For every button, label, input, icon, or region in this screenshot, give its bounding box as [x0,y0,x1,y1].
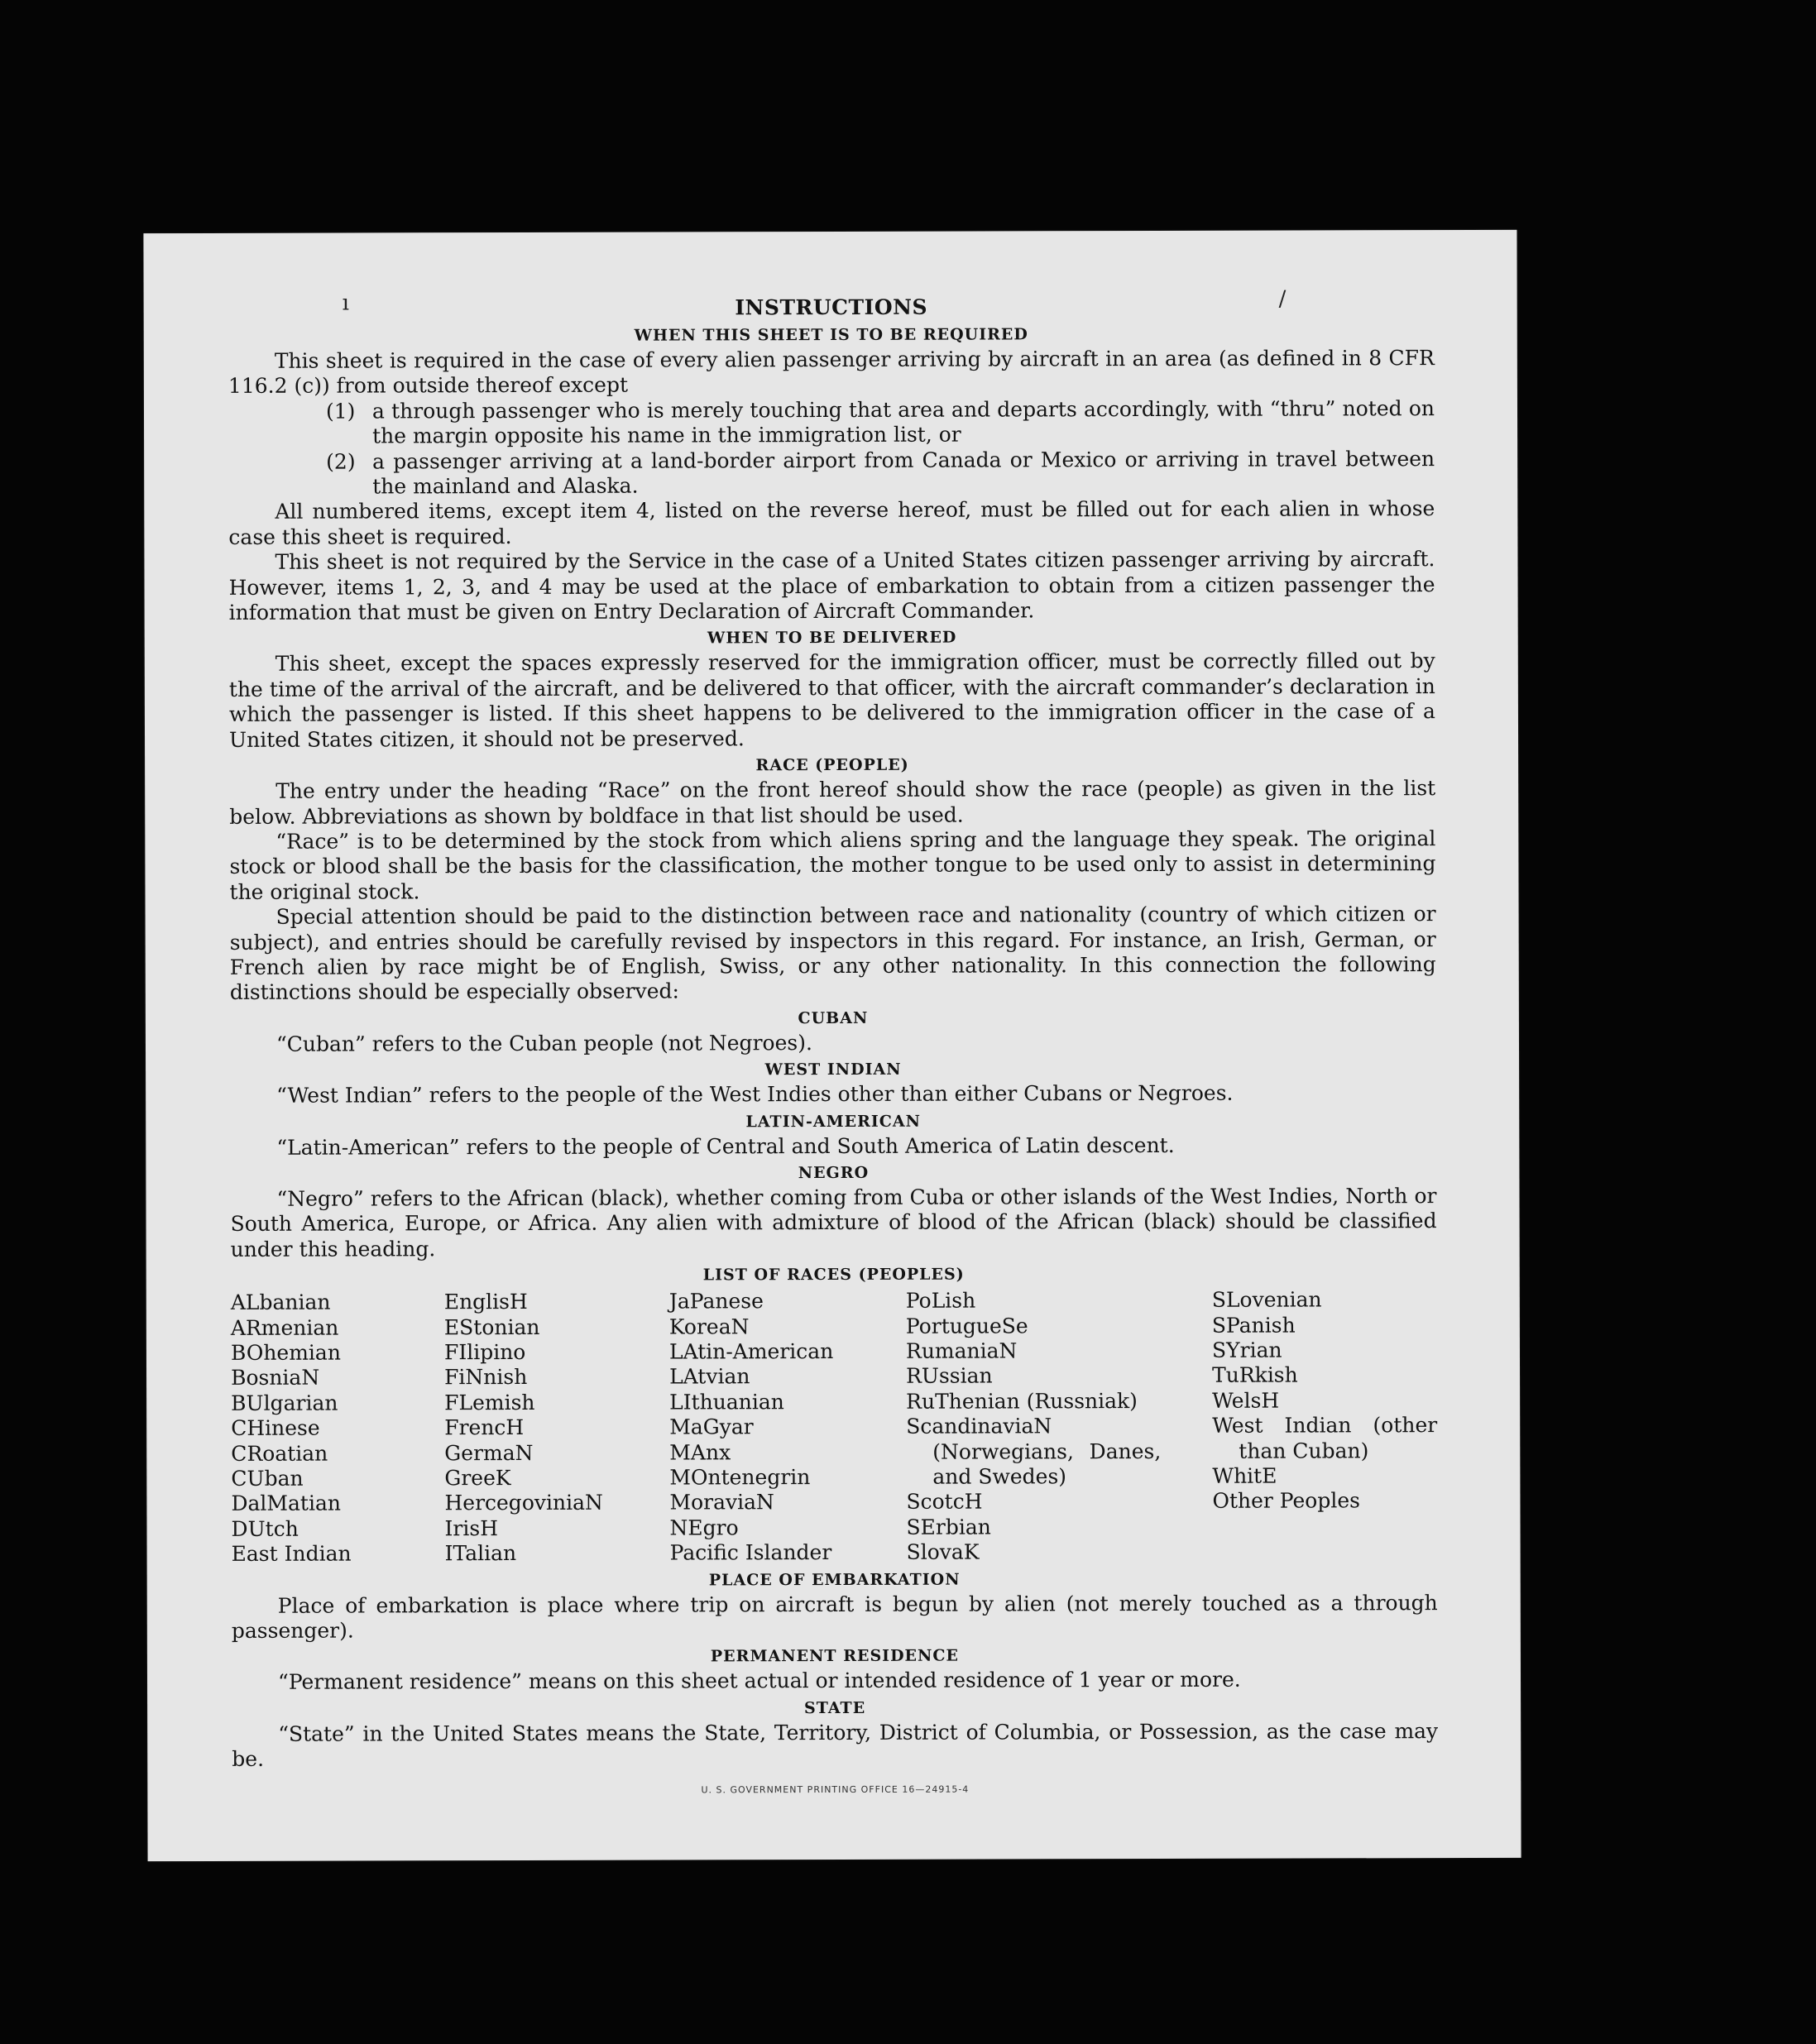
list-item: ScandinaviaN (Norwegians, Danes, and Swedes) [906,1414,1162,1489]
list-item: FIlipino [443,1339,526,1365]
residence-definition: “Permanent residence” means on this sheet actual or intended residence of 1 year or more. [277,1668,1241,1695]
list-item: ARmenian [230,1315,339,1340]
list-item: PortugueSe [905,1313,1028,1338]
latin-american-definition: “Latin-American” refers to the people of Central and South America of Latin descent. [276,1132,1175,1160]
section-heading-cuban: CUBAN [798,1008,869,1027]
section-heading-delivered: WHEN TO BE DELIVERED [707,629,957,648]
delivered-paragraph: This sheet, except the spaces expressly reserved for the immigration officer, must be correctly filled out by the time of the arrival of the aircraft, and be delivered to that officer, with the aircraft commander’s declaration in which the passenger is listed. If this sheet happens to be delivered to the immigration officer in the case of a United States citizen, it should not be preserved. [228,649,1435,752]
cuban-definition: “Cuban” refers to the Cuban people (not Negroes). [276,1030,812,1056]
state-definition: “State” in the United States means the State, Territory, District of Columbia, or Possession, as the case may be. [232,1718,1439,1772]
list-item: RUssian [906,1363,993,1389]
list-item: SlovaK [906,1539,980,1565]
list-item: ALbanian [230,1290,331,1315]
section-heading-latin-american: LATIN-AMERICAN [745,1112,922,1131]
list-item: TuRkish [1212,1362,1298,1388]
list-item: ITalian [444,1541,517,1566]
exception-text: a through passenger who is merely touching that area and departs accordingly, with “thru” noted on the margin opposite his name in the immigration list, or [371,395,1435,448]
race-paragraph-1: The entry under the heading “Race” on the front hereof should show the race (people) as given in the list below. Abbreviations as shown by boldface in that list should be used. [229,776,1436,829]
list-item: Other Peoples [1212,1488,1360,1514]
list-item: RuThenian (Russniak) [906,1388,1138,1414]
list-item: EnglisH [443,1290,528,1314]
page-title: INSTRUCTIONS [735,294,928,320]
list-item: West Indian (other than Cuban) [1212,1413,1438,1463]
list-item: IrisH [444,1515,499,1541]
list-item: WhitE [1212,1463,1277,1488]
races-column-2 [444,1290,670,1567]
list-item: GreeK [444,1466,511,1491]
races-column-5 [1212,1287,1438,1564]
list-item: SErbian [906,1515,991,1539]
list-item: MAnx [669,1439,731,1465]
list-item: FrencH [444,1415,525,1440]
list-item: LAtvian [669,1364,750,1389]
list-item: PoLish [905,1288,976,1313]
exception-number: (2) [326,449,356,474]
list-item: BOhemian [230,1340,341,1365]
list-item: HercegoviniaN [444,1491,603,1515]
negro-definition: “Negro” refers to the African (black), whether coming from Cuba or other islands of the West Indies, North or South America, Europe, or Africa. Any alien with admixture of blood of the African (black) should be classified under this heading. [230,1184,1437,1261]
document-sheet [143,230,1521,1861]
races-column-3 [669,1289,907,1566]
west-indian-definition: “West Indian” refers to the people of the West Indies other than either Cubans or Negroes. [276,1080,1234,1108]
list-item: WelsH [1212,1388,1280,1413]
section-heading-negro: NEGRO [798,1163,870,1183]
list-item: MoraviaN [669,1490,774,1515]
list-item: SPanish [1211,1313,1296,1338]
list-item: RumaniaN [905,1338,1018,1363]
race-paragraph-2: “Race” is to be determined by the stock from which aliens spring and the language they speak. The original stock or blood shall be the basis for the classification, the mother tongue to be used only to assist in determining the original stock. [229,826,1436,904]
list-item: FiNnish [444,1365,528,1390]
section-heading-race: RACE (PEOPLE) [755,755,909,775]
required-paragraph-3: This sheet is not required by the Service in the case of a United States citizen passenger arriving by aircraft. However, items 1, 2, 3, and 4 may be used at the place of embarkation to obtain from a citizen passenger the information that must be given on Entry Declaration of Aircraft Commander. [228,547,1435,625]
list-item: LAtin-American [668,1338,834,1364]
embarkation-definition: Place of embarkation is place where trip on aircraft is begun by alien (not merely touched as a through passenger). [231,1590,1438,1643]
list-item: ScotcH [906,1489,983,1515]
list-item: DalMatian [231,1491,341,1516]
stray-mark-right: / [1278,286,1287,312]
list-item: CHinese [231,1415,320,1441]
instructions-content [228,290,1439,1804]
list-item: BUlgarian [231,1391,338,1415]
section-heading-west-indian: WEST INDIAN [764,1060,902,1079]
list-item: JaPanese [668,1289,764,1314]
exception-item-2 [228,447,1435,500]
section-heading-embarkation: PLACE OF EMBARKATION [708,1570,961,1590]
list-item: SLovenian [1211,1287,1322,1312]
exception-number: (1) [325,399,356,424]
list-item: BosniaN [231,1366,320,1391]
exception-text: a passenger arriving at a land-border airport from Canada or Mexico or arriving in travel between the mainland and Alaska. [372,446,1435,499]
list-item: FLemish [444,1390,535,1415]
section-heading-residence: PERMANENT RESIDENCE [710,1647,960,1666]
races-column-4 [906,1288,1213,1565]
stray-mark-left: ı [342,290,350,316]
list-item: LIthuanian [669,1389,784,1415]
list-item: MaGyar [669,1415,754,1439]
section-heading-required: WHEN THIS SHEET IS TO BE REQUIRED [634,325,1028,345]
list-item: SYrian [1211,1338,1282,1362]
section-heading-state: STATE [803,1698,866,1717]
list-item: East Indian [231,1541,352,1567]
exception-item-1 [228,396,1435,450]
list-item: Pacific Islander [669,1540,832,1565]
list-item: EStonian [443,1314,540,1339]
section-heading-list-of-races: LIST OF RACES (PEOPLES) [702,1265,965,1285]
required-paragraph-1: This sheet is required in the case of every alien passenger arriving by aircraft in an area (as defined in 8 CFR 116.2 (c)) from outside thereof except [228,346,1435,399]
list-item: DUtch [231,1516,299,1541]
list-item: CRoatian [231,1441,328,1466]
list-item: GermaN [444,1440,534,1465]
required-paragraph-2: All numbered items, except item 4, listed on the reverse hereof, must be filled out for each alien in whose case this sheet is required. [228,496,1435,549]
printer-imprint: U. S. GOVERNMENT PRINTING OFFICE 16—24915-4 [701,1783,970,1796]
list-of-races [231,1287,1438,1567]
race-paragraph-3: Special attention should be paid to the distinction between race and nationality (country of which citizen or subject), and entries should be carefully revised by inspectors in this regard. For instance, an Irish, German, or French alien by race might be of English, Swiss, or any other nationality. In this connection the following distinctions should be especially observed: [229,902,1436,1005]
list-item: KoreaN [668,1314,750,1339]
races-column-1 [231,1290,445,1567]
list-item: NEgro [669,1515,739,1540]
list-item: CUban [231,1466,304,1491]
list-item: MOntenegrin [669,1465,811,1490]
